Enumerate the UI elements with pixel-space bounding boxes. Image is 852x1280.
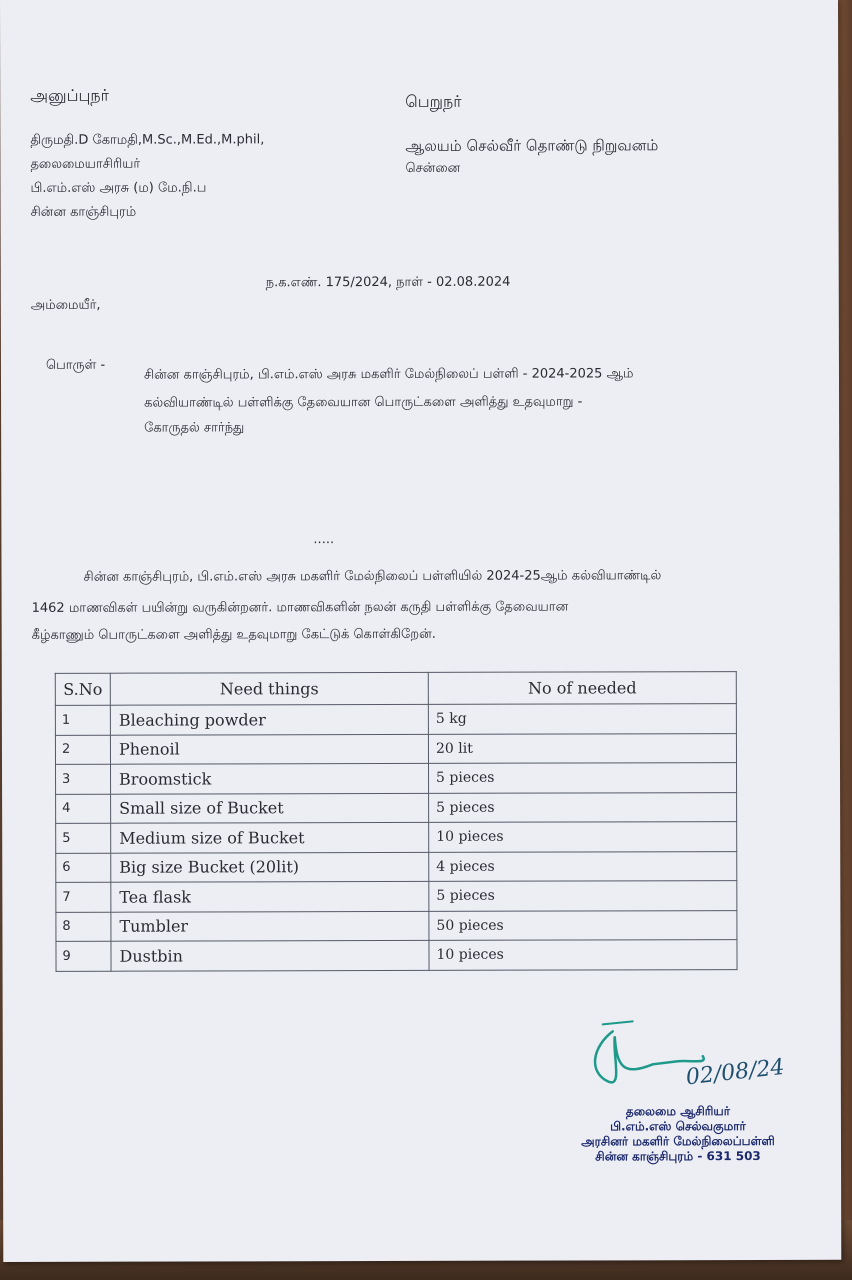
signature-date: 02/08/24 <box>684 1054 786 1091</box>
recipient-heading: பெறுநர் <box>405 91 462 111</box>
body-line: கீழ்காணும் பொருட்களை அளித்து உதவுமாறு கேட்டுக் கொள்கிறேன். <box>31 626 436 643</box>
sender-heading: அனுப்புநர் <box>30 85 110 105</box>
sender-line: சின்ன காஞ்சிபுரம் <box>30 204 137 220</box>
subject-label: பொருள் - <box>45 357 106 373</box>
table-row <box>56 792 737 823</box>
cell-quantity: 10 pieces <box>429 940 737 970</box>
cell-quantity: 10 pieces <box>429 822 737 852</box>
official-seal <box>563 1104 793 1165</box>
reference-number: ந.க.எண். 175/2024, நாள் - 02.08.2024 <box>265 274 511 291</box>
seal-line: தலைமை ஆசிரியர் <box>625 1104 730 1119</box>
cell-sno: 8 <box>56 912 111 942</box>
table-row <box>56 851 737 882</box>
needs-table <box>55 671 738 971</box>
salutation: அம்மையீர், <box>30 297 101 313</box>
sender-line: தலைமையாசிரியர் <box>30 156 141 172</box>
cell-quantity: 5 pieces <box>429 881 737 911</box>
column-header-sno: S.No <box>55 673 110 705</box>
recipient-line: சென்னை <box>405 160 461 176</box>
cell-sno: 2 <box>55 735 110 765</box>
cell-sno: 9 <box>56 941 111 971</box>
cell-item: Phenoil <box>110 734 428 764</box>
body-line: சின்ன காஞ்சிபுரம், பி.எம்.எஸ் அரசு மகளிர் மேல்நிலைப் பள்ளியில் 2024-25ஆம் கல்வியாண்டில் <box>83 568 662 585</box>
separator: ..... <box>313 532 335 548</box>
seal-line: அரசினர் மகளிர் மேல்நிலைப்பள்ளி <box>581 1133 775 1149</box>
table-row <box>56 881 737 912</box>
table-row <box>56 763 737 794</box>
subject-line: கோருதல் சார்ந்து <box>144 420 245 436</box>
cell-sno: 7 <box>56 882 111 912</box>
cell-sno: 4 <box>56 794 111 824</box>
seal-line: சின்ன காஞ்சிபுரம் - 631 503 <box>595 1149 761 1164</box>
table-row <box>56 910 737 941</box>
seal-line: பி.எம்.எஸ் செல்வகுமார் <box>610 1119 746 1134</box>
cell-sno: 1 <box>55 705 110 735</box>
table-row <box>55 733 736 764</box>
sender-line: திருமதி.D கோமதி,M.Sc.,M.Ed.,M.phil, <box>30 132 265 148</box>
cell-item: Medium size of Bucket <box>111 822 429 852</box>
cell-sno: 5 <box>56 823 111 853</box>
cell-sno: 3 <box>56 764 111 794</box>
cell-item: Small size of Bucket <box>111 793 429 823</box>
recipient-line: ஆலயம் செல்வீர் தொண்டு நிறுவனம் <box>405 136 659 155</box>
cell-item: Tea flask <box>111 881 429 911</box>
cell-quantity: 5 pieces <box>429 792 737 822</box>
body-line: 1462 மாணவிகள் பயின்று வருகின்றனர். மாணவிகளின் நலன் கருதி பள்ளிக்கு தேவையான <box>31 599 569 616</box>
column-header-no-of-needed: No of needed <box>428 672 736 705</box>
cell-quantity: 4 pieces <box>429 851 737 881</box>
cell-quantity: 5 pieces <box>429 763 737 793</box>
table-row <box>55 704 736 735</box>
sender-line: பி.எம்.எஸ் அரசு (ம) மே.நி.ப <box>30 180 207 196</box>
cell-quantity: 5 kg <box>428 704 736 734</box>
cell-item: Tumbler <box>111 911 429 941</box>
table-header-row <box>55 672 736 706</box>
cell-item: Dustbin <box>111 940 429 970</box>
cell-item: Bleaching powder <box>110 704 428 734</box>
cell-sno: 6 <box>56 853 111 883</box>
table-row <box>56 822 737 853</box>
signature-mark <box>583 1016 833 1102</box>
table-row <box>56 940 737 971</box>
cell-quantity: 20 lit <box>428 733 736 763</box>
cell-item: Broomstick <box>111 763 429 793</box>
subject-line: சின்ன காஞ்சிபுரம், பி.எம்.எஸ் அரசு மகளிர் மேல்நிலைப் பள்ளி - 2024-2025 ஆம் <box>143 366 634 383</box>
cell-quantity: 50 pieces <box>429 910 737 940</box>
subject-line: கல்வியாண்டில் பள்ளிக்கு தேவையான பொருட்களை அளித்து உதவுமாறு - <box>144 394 583 411</box>
column-header-need-things: Need things <box>110 672 428 705</box>
cell-item: Big size Bucket (20lit) <box>111 852 429 882</box>
